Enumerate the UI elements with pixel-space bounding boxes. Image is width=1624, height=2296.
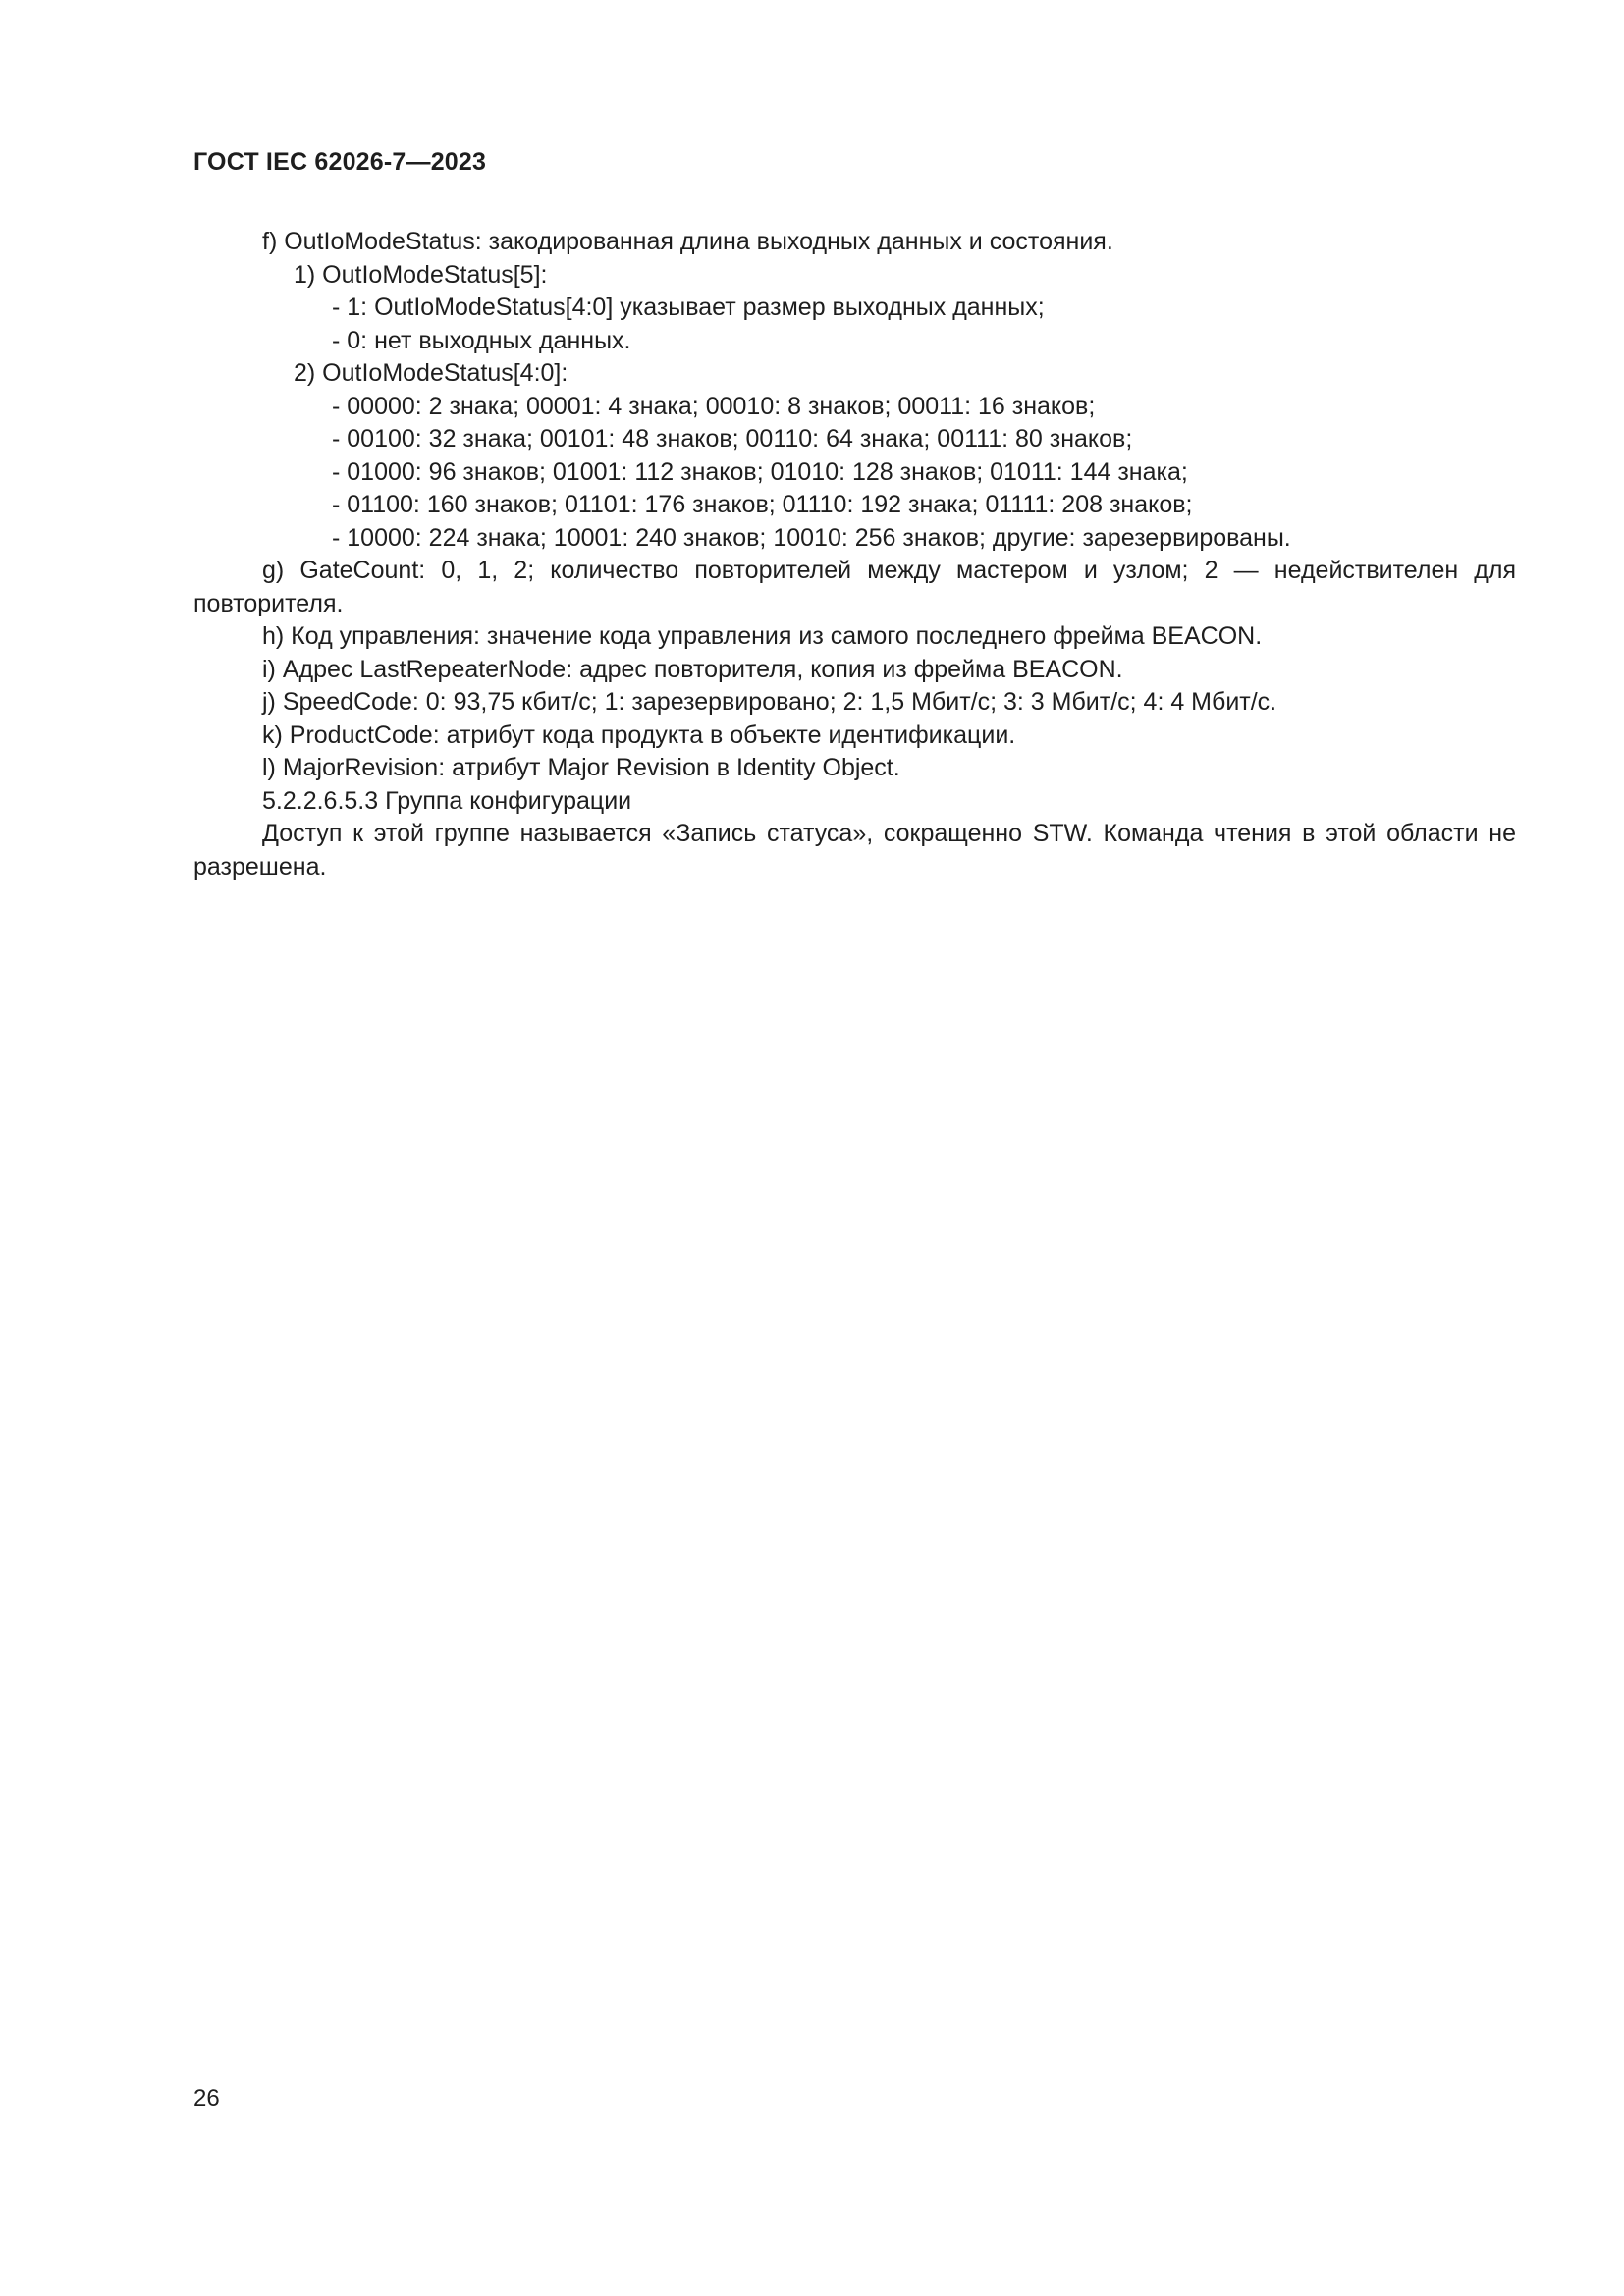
list-subitem-f1: 1) OutIoModeStatus[5]: — [294, 260, 548, 289]
list-subitem-f2: 2) OutIoModeStatus[4:0]: — [294, 359, 568, 387]
list-bullet: - 1: OutIoModeStatus[4:0] указывает размер выходных данных; — [332, 294, 1045, 321]
list-item-k: k) ProductCode: атрибут кода продукта в объекте идентификации. — [262, 721, 1016, 749]
list-bullet: - 10000: 224 знака; 10001: 240 знаков; 10010: 256 знаков; другие: зарезервированы. — [332, 523, 1291, 552]
list-bullet: - 00100: 32 знака; 00101: 48 знаков; 00110: 64 знака; 00111: 80 знаков; — [332, 425, 1133, 453]
section-paragraph: Доступ к этой группе называется «Запись статуса», сокращенно STW. Команда чтения в этой области не разрешена. — [193, 820, 1516, 881]
list-item-j: j) SpeedCode: 0: 93,75 кбит/с; 1: зарезервировано; 2: 1,5 Мбит/с; 3: 3 Мбит/с; 4: 4 Мбит/с. — [262, 688, 1277, 716]
list-bullet: - 00000: 2 знака; 00001: 4 знака; 00010: 8 знаков; 00011: 16 знаков; — [332, 392, 1096, 420]
list-item-h: h) Код управления: значение кода управления из самого последнего фрейма BEACON. — [262, 622, 1263, 650]
list-item-l: l) MajorRevision: атрибут Major Revision в Identity Object. — [262, 754, 900, 781]
list-bullet: - 01000: 96 знаков; 01001: 112 знаков; 01010: 128 знаков; 01011: 144 знака; — [332, 457, 1188, 486]
list-bullet: - 0: нет выходных данных. — [332, 326, 631, 354]
list-item-i: i) Адрес LastRepeaterNode: адрес повторителя, копия из фрейма BEACON. — [262, 655, 1123, 683]
list-item-f: f) OutIoModeStatus: закодированная длина выходных данных и состояния. — [262, 228, 1113, 255]
document-body — [193, 226, 1516, 883]
list-item-g: g) GateCount: 0, 1, 2; количество повторителей между мастером и узлом; 2 — недействителен для повторителя. — [193, 557, 1516, 617]
list-bullet: - 01100: 160 знаков; 01101: 176 знаков; 01110: 192 знака; 01111: 208 знаков; — [332, 491, 1193, 518]
section-heading: 5.2.2.6.5.3 Группа конфигурации — [262, 786, 632, 815]
document-header: ГОСТ IEC 62026-7—2023 — [193, 148, 487, 176]
page-number: 26 — [193, 2085, 220, 2111]
